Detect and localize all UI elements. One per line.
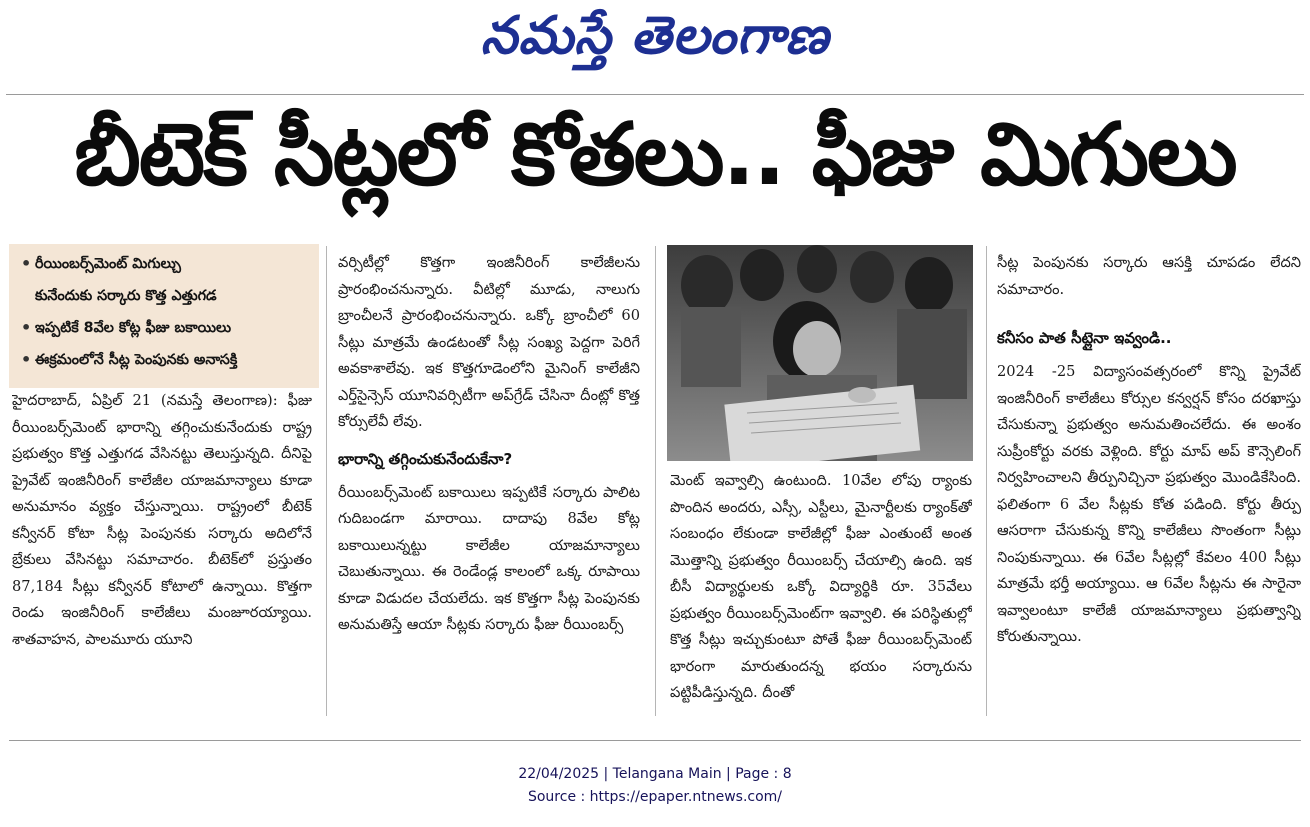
newspaper-logo: నమస్తే తెలంగాణ: [480, 5, 830, 66]
article-paragraph: హైదరాబాద్, ఏప్రిల్ 21 (నమస్తే తెలంగాణ): ఫీజు రీయింబర్స్‌మెంట్ భారాన్ని తగ్గించుకునేందుకు రాష్ట్ర ప్రభుత్వం కొత్త ఎత్తుగడ వేసినట్టు తెలుస్తున్నది. దీనిపై ప్రైవేట్ ఇంజినీరింగ్ కాలేజీల యాజమాన్యాలు కూడా అనుమానం వ్యక్తం చేస్తున్నాయి. రాష్ట్రంలో బీటెక్ కన్వీనర్ కోటా సీట్ల పెంపునకు సర్కారు అదిలోనే బ్రేకులు వేసినట్టు సమాచారం. బీటెక్‌లో ప్రస్తుతం 87,184 సీట్లు కన్వీనర్ కోటాలో ఉన్నాయి. కొత్తగా రెండు ఇంజినీరింగ్ కాలేజీలు మంజూరయ్యాయి. శాతవాహన, పాలమూరు యూని: [12, 392, 312, 648]
article-subheading: కనీసం పాత సీట్లైనా ఇవ్వండి..: [997, 329, 1172, 347]
column-divider: [326, 246, 327, 716]
article-paragraph: 2024 -25 విద్యాసంవత్సరంలో కొన్ని ప్రైవేట్ ఇంజినీరింగ్ కాలేజీలు కోర్సుల కన్వర్షన్ కోసం దరఖాస్తు చేసుకున్నా ప్రభుత్వం అనుమతించలేదు. ఈ అంశం సుప్రీంకోర్టు వరకు వెళ్లింది. కోర్టు మాప్ అప్ కౌన్సెలింగ్ నిర్వహించాలని తీర్పునిచ్చినా ప్రభుత్వం మొండికేసింది. ఫలితంగా 6 వేల సీట్లకు కోత పడింది. కోర్టు తీర్పు ఆసరాగా చేసుకున్న కొన్ని కాలేజీలు సొంతంగా సీట్లు నింపుకున్నాయి. ఈ 6వేల సీట్లల్లో కేవలం 400 సీట్లు మాత్రమే భర్తీ అయ్యాయి. ఆ 6వేల సీట్లను ఈ సారైనా ఇవ్వాలంటూ కాలేజీ యాజమాన్యాలు ప్రభుత్వాన్ని కోరుతున్నాయి.: [997, 363, 1301, 645]
highlight-item: • ఇప్పటికే 8వేల కోట్ల ఫీజు బకాయిలు: [21, 312, 311, 344]
highlight-item: • రీయింబర్స్‌మెంట్ మిగుల్చు: [21, 248, 311, 280]
headline-text: బీటెక్ సీట్లలో కోతలు.. ఫీజు మిగులు: [74, 104, 1236, 205]
footer-source-link[interactable]: Source : https://epaper.ntnews.com/: [527, 789, 783, 805]
footer-source: [0, 789, 1310, 805]
article-column-1: [12, 388, 312, 718]
article-column-3: [670, 468, 972, 718]
article-paragraph: సీట్ల పెంపునకు సర్కారు ఆసక్తి చూపడం లేదని సమాచారం.: [997, 254, 1301, 298]
headline: [0, 104, 1310, 226]
masthead: [0, 2, 1310, 82]
column-divider: [986, 246, 987, 716]
bottom-divider: [9, 740, 1301, 741]
article-paragraph: వర్సిటీల్లో కొత్తగా ఇంజినీరింగ్ కాలేజీలను ప్రారంభించనున్నారు. వీటిల్లో మూడు, నాలుగు బ్రాంచీలనే ప్రారంభించనున్నారు. ఒక్కో బ్రాంచీలో 60 సీట్లు మాత్రమే ఉండటంతో సీట్ల సంఖ్య పెద్దగా పెరిగే అవకాశాలేవు. ఇక కొత్తగూడెంలోని మైనింగ్ కాలేజీని ఎర్త్‌సైన్సెస్ యూనివర్సిటీగా అప్‌గ్రేడ్ చేసినా దీంట్లో కొత్త కోర్సులేవీ లేవు.: [338, 254, 640, 430]
top-divider: [6, 94, 1304, 95]
highlight-item: • ఈక్రమంలోనే సీట్ల పెంపునకు అనాసక్తి: [21, 344, 311, 376]
article-paragraph: మెంట్ ఇవ్వాల్సి ఉంటుంది. 10వేల లోపు ర్యాంకు పొందిన అందరు, ఎస్సీ, ఎస్టీలు, మైనార్టీలకు ర్యాంక్‌తో సంబంధం లేకుండా కాలేజీల్లో ఫీజు ఎంతుంటే అంత మొత్తాన్ని ప్రభుత్వం రీయింబర్స్ చేయాల్సి ఉంది. ఇక బీసీ విద్యార్థులకు ఒక్కో విద్యార్థికి రూ. 35వేలు ప్రభుత్వం రీయింబర్స్‌మెంట్‌గా ఇవ్వాలి. ఈ పరిస్థితుల్లో కొత్త సీట్లు ఇచ్చుకుంటూ పోతే ఫీజు రీయింబర్స్‌మెంట్ భారంగా మారుతుందన్న భయం సర్కారును పట్టిపీడిస్తున్నది. దీంతో: [670, 472, 972, 701]
highlights-box: [9, 244, 319, 388]
article-subheading: భారాన్ని తగ్గించుకునేందుకేనా?: [338, 449, 513, 468]
footer-edition-info: [0, 766, 1310, 782]
article-paragraph: రీయింబర్స్‌మెంట్ బకాయిలు ఇప్పటికే సర్కారు పాలిట గుదిబండగా మారాయి. దాదాపు 8వేల కోట్ల బకాయిలున్నట్టు కాలేజీల యాజమాన్యాలు చెబుతున్నాయి. ఈ రెండేండ్ల కాలంలో ఒక్క రూపాయి కూడా విడుదల చేయలేదు. ఇక కొత్తగా సీట్ల పెంపునకు అనుమతిస్తే ఆయా సీట్లకు సర్కారు ఫీజు రీయింబర్స్: [338, 483, 640, 633]
article-column-4: [997, 250, 1301, 718]
column-divider: [655, 246, 656, 716]
article-column-2: [338, 250, 640, 718]
footer-date-edition-page: 22/04/2025 | Telangana Main | Page : 8: [518, 766, 792, 782]
students-writing-exam-photo: [667, 245, 973, 461]
highlight-item-continued: కునేందుకు సర్కారు కొత్త ఎత్తుగడ: [35, 288, 217, 304]
